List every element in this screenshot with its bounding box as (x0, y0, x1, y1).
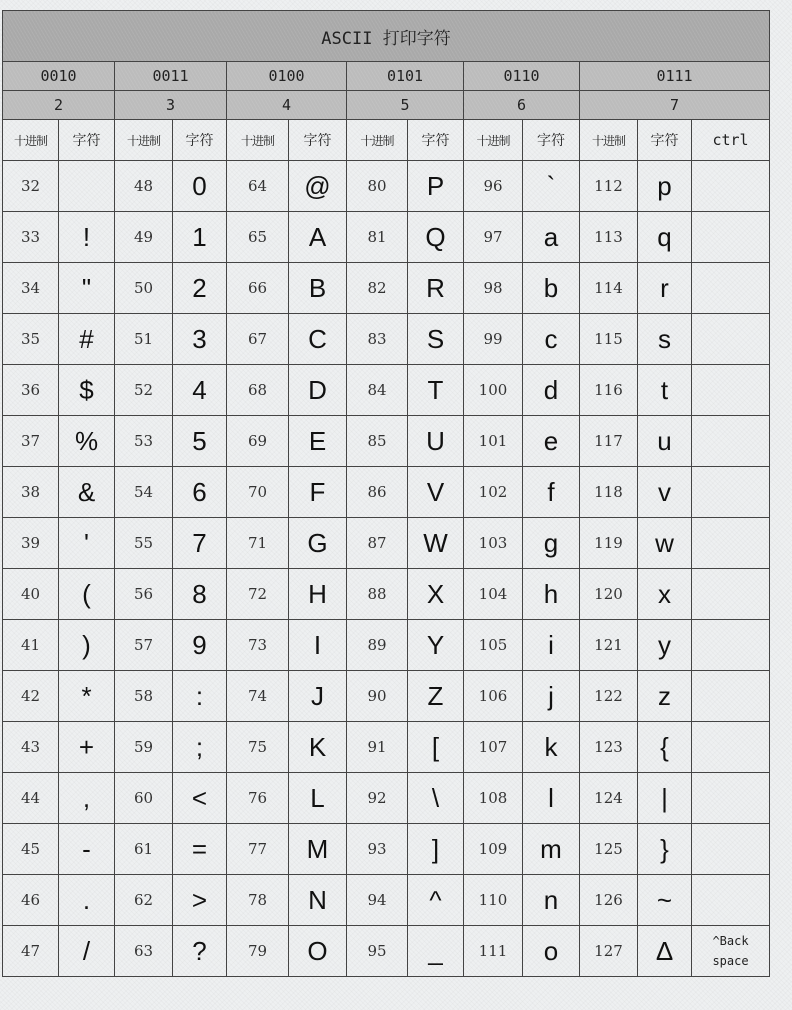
decimal-cell: 93 (347, 824, 408, 875)
decimal-cell: 45 (3, 824, 59, 875)
decimal-cell: 64 (227, 161, 289, 212)
char-cell: U (408, 416, 464, 467)
char-cell: , (59, 773, 115, 824)
ctrl-cell (692, 365, 770, 416)
char-cell: o (523, 926, 580, 977)
binary-header: 0111 (580, 62, 770, 91)
char-cell: ` (523, 161, 580, 212)
table-title: ASCII 打印字符 (3, 11, 770, 62)
char-column-header: 字符 (638, 120, 692, 161)
decimal-cell: 74 (227, 671, 289, 722)
char-cell: % (59, 416, 115, 467)
decimal-cell: 70 (227, 467, 289, 518)
decimal-cell: 73 (227, 620, 289, 671)
char-cell: " (59, 263, 115, 314)
decimal-cell: 42 (3, 671, 59, 722)
char-cell: W (408, 518, 464, 569)
decimal-cell: 102 (464, 467, 523, 518)
table-row (3, 926, 770, 977)
char-cell: 0 (173, 161, 227, 212)
decimal-column-header: 十进制 (464, 120, 523, 161)
ctrl-text: space (712, 954, 749, 968)
decimal-cell: 78 (227, 875, 289, 926)
decimal-cell: 80 (347, 161, 408, 212)
decimal-cell: 39 (3, 518, 59, 569)
char-cell: G (289, 518, 347, 569)
decimal-cell: 123 (580, 722, 638, 773)
decimal-column-header: 十进制 (115, 120, 173, 161)
decimal-cell: 61 (115, 824, 173, 875)
decimal-cell: 60 (115, 773, 173, 824)
ctrl-column-header: ctrl (692, 120, 770, 161)
char-cell: I (289, 620, 347, 671)
ascii-printable-table (2, 10, 770, 977)
char-cell: 3 (173, 314, 227, 365)
char-cell: Z (408, 671, 464, 722)
table-row (3, 212, 770, 263)
char-cell: 6 (173, 467, 227, 518)
ctrl-cell (692, 671, 770, 722)
decimal-cell: 124 (580, 773, 638, 824)
char-cell: c (523, 314, 580, 365)
char-cell: n (523, 875, 580, 926)
char-cell: x (638, 569, 692, 620)
table-row (3, 161, 770, 212)
decimal-cell: 77 (227, 824, 289, 875)
decimal-cell: 62 (115, 875, 173, 926)
char-cell: Δ (638, 926, 692, 977)
decimal-cell: 68 (227, 365, 289, 416)
table-row (3, 263, 770, 314)
decimal-cell: 107 (464, 722, 523, 773)
char-cell: F (289, 467, 347, 518)
char-cell: { (638, 722, 692, 773)
decimal-cell: 46 (3, 875, 59, 926)
decimal-cell: 63 (115, 926, 173, 977)
char-cell: ) (59, 620, 115, 671)
char-cell: ; (173, 722, 227, 773)
char-cell: 4 (173, 365, 227, 416)
decimal-cell: 95 (347, 926, 408, 977)
decimal-cell: 116 (580, 365, 638, 416)
table-row (3, 722, 770, 773)
decimal-cell: 69 (227, 416, 289, 467)
char-cell: t (638, 365, 692, 416)
decimal-cell: 66 (227, 263, 289, 314)
decimal-cell: 55 (115, 518, 173, 569)
char-cell: m (523, 824, 580, 875)
char-cell: 2 (173, 263, 227, 314)
decimal-cell: 58 (115, 671, 173, 722)
decimal-cell: 86 (347, 467, 408, 518)
ctrl-text: ^Back (712, 934, 749, 948)
table-row (3, 467, 770, 518)
char-cell: ] (408, 824, 464, 875)
table-row (3, 773, 770, 824)
ctrl-cell (692, 518, 770, 569)
char-cell: 5 (173, 416, 227, 467)
decimal-cell: 75 (227, 722, 289, 773)
char-column-header: 字符 (523, 120, 580, 161)
ctrl-cell (692, 161, 770, 212)
char-cell: s (638, 314, 692, 365)
hex-header: 4 (227, 91, 347, 120)
decimal-cell: 112 (580, 161, 638, 212)
char-cell: ! (59, 212, 115, 263)
ctrl-cell (692, 467, 770, 518)
decimal-cell: 119 (580, 518, 638, 569)
decimal-cell: 53 (115, 416, 173, 467)
decimal-cell: 117 (580, 416, 638, 467)
decimal-cell: 89 (347, 620, 408, 671)
decimal-cell: 54 (115, 467, 173, 518)
char-cell: a (523, 212, 580, 263)
hex-header: 6 (464, 91, 580, 120)
char-cell: g (523, 518, 580, 569)
decimal-column-header: 十进制 (580, 120, 638, 161)
decimal-cell: 32 (3, 161, 59, 212)
char-cell: X (408, 569, 464, 620)
char-cell: q (638, 212, 692, 263)
ctrl-cell (692, 824, 770, 875)
decimal-cell: 118 (580, 467, 638, 518)
char-cell: y (638, 620, 692, 671)
char-column-header: 字符 (408, 120, 464, 161)
decimal-cell: 50 (115, 263, 173, 314)
ctrl-cell (692, 263, 770, 314)
char-cell: L (289, 773, 347, 824)
decimal-cell: 44 (3, 773, 59, 824)
char-column-header: 字符 (289, 120, 347, 161)
ctrl-cell (692, 926, 770, 977)
binary-header: 0011 (115, 62, 227, 91)
char-cell: B (289, 263, 347, 314)
char-cell: C (289, 314, 347, 365)
decimal-column-header: 十进制 (3, 120, 59, 161)
char-cell: M (289, 824, 347, 875)
decimal-cell: 110 (464, 875, 523, 926)
hex-header: 7 (580, 91, 770, 120)
ctrl-cell (692, 416, 770, 467)
decimal-cell: 92 (347, 773, 408, 824)
binary-header: 0101 (347, 62, 464, 91)
char-cell: Y (408, 620, 464, 671)
ctrl-cell (692, 620, 770, 671)
decimal-cell: 72 (227, 569, 289, 620)
char-cell: r (638, 263, 692, 314)
decimal-cell: 104 (464, 569, 523, 620)
decimal-cell: 43 (3, 722, 59, 773)
decimal-cell: 33 (3, 212, 59, 263)
decimal-cell: 114 (580, 263, 638, 314)
table-row (3, 518, 770, 569)
decimal-cell: 97 (464, 212, 523, 263)
char-column-header: 字符 (173, 120, 227, 161)
decimal-cell: 87 (347, 518, 408, 569)
char-cell: v (638, 467, 692, 518)
char-cell: < (173, 773, 227, 824)
char-cell: ? (173, 926, 227, 977)
char-cell: j (523, 671, 580, 722)
decimal-cell: 127 (580, 926, 638, 977)
char-cell: . (59, 875, 115, 926)
decimal-cell: 67 (227, 314, 289, 365)
decimal-cell: 91 (347, 722, 408, 773)
char-cell: f (523, 467, 580, 518)
decimal-cell: 111 (464, 926, 523, 977)
char-cell: : (173, 671, 227, 722)
char-cell: ( (59, 569, 115, 620)
decimal-cell: 120 (580, 569, 638, 620)
decimal-cell: 52 (115, 365, 173, 416)
char-cell: > (173, 875, 227, 926)
char-cell: K (289, 722, 347, 773)
char-cell: 8 (173, 569, 227, 620)
char-cell: ~ (638, 875, 692, 926)
char-cell: h (523, 569, 580, 620)
decimal-cell: 56 (115, 569, 173, 620)
decimal-cell: 49 (115, 212, 173, 263)
char-cell: ' (59, 518, 115, 569)
decimal-cell: 65 (227, 212, 289, 263)
char-cell: _ (408, 926, 464, 977)
decimal-cell: 51 (115, 314, 173, 365)
ctrl-cell (692, 722, 770, 773)
decimal-cell: 90 (347, 671, 408, 722)
char-cell: + (59, 722, 115, 773)
ctrl-cell (692, 569, 770, 620)
decimal-cell: 121 (580, 620, 638, 671)
ctrl-cell (692, 314, 770, 365)
decimal-cell: 37 (3, 416, 59, 467)
char-cell: @ (289, 161, 347, 212)
decimal-cell: 41 (3, 620, 59, 671)
decimal-cell: 85 (347, 416, 408, 467)
decimal-cell: 35 (3, 314, 59, 365)
hex-header: 3 (115, 91, 227, 120)
decimal-cell: 126 (580, 875, 638, 926)
decimal-column-header: 十进制 (347, 120, 408, 161)
char-cell: & (59, 467, 115, 518)
table-row (3, 671, 770, 722)
decimal-column-header: 十进制 (227, 120, 289, 161)
decimal-cell: 79 (227, 926, 289, 977)
decimal-cell: 36 (3, 365, 59, 416)
decimal-cell: 96 (464, 161, 523, 212)
decimal-cell: 108 (464, 773, 523, 824)
hex-header: 2 (3, 91, 115, 120)
table-row (3, 365, 770, 416)
decimal-cell: 125 (580, 824, 638, 875)
table-row (3, 875, 770, 926)
table-row (3, 620, 770, 671)
char-cell: 9 (173, 620, 227, 671)
char-cell: l (523, 773, 580, 824)
char-cell: H (289, 569, 347, 620)
char-cell: J (289, 671, 347, 722)
char-cell: i (523, 620, 580, 671)
char-cell: 7 (173, 518, 227, 569)
char-cell: S (408, 314, 464, 365)
decimal-cell: 100 (464, 365, 523, 416)
decimal-cell: 103 (464, 518, 523, 569)
decimal-cell: 81 (347, 212, 408, 263)
decimal-cell: 105 (464, 620, 523, 671)
ctrl-cell (692, 875, 770, 926)
ascii-table-container (2, 10, 770, 977)
char-cell: w (638, 518, 692, 569)
decimal-cell: 76 (227, 773, 289, 824)
table-row (3, 824, 770, 875)
decimal-cell: 88 (347, 569, 408, 620)
char-cell: - (59, 824, 115, 875)
char-cell: } (638, 824, 692, 875)
decimal-cell: 94 (347, 875, 408, 926)
table-row (3, 314, 770, 365)
decimal-cell: 99 (464, 314, 523, 365)
table-row (3, 569, 770, 620)
char-cell: d (523, 365, 580, 416)
char-cell: 1 (173, 212, 227, 263)
char-cell: e (523, 416, 580, 467)
binary-header: 0010 (3, 62, 115, 91)
decimal-cell: 47 (3, 926, 59, 977)
char-cell: / (59, 926, 115, 977)
decimal-cell: 98 (464, 263, 523, 314)
char-cell: T (408, 365, 464, 416)
decimal-cell: 59 (115, 722, 173, 773)
char-cell: k (523, 722, 580, 773)
decimal-cell: 71 (227, 518, 289, 569)
char-cell: b (523, 263, 580, 314)
binary-header: 0110 (464, 62, 580, 91)
char-cell: $ (59, 365, 115, 416)
char-cell: Q (408, 212, 464, 263)
decimal-cell: 34 (3, 263, 59, 314)
char-cell: V (408, 467, 464, 518)
ctrl-cell (692, 773, 770, 824)
decimal-cell: 84 (347, 365, 408, 416)
char-cell: P (408, 161, 464, 212)
decimal-cell: 48 (115, 161, 173, 212)
decimal-cell: 82 (347, 263, 408, 314)
decimal-cell: 57 (115, 620, 173, 671)
decimal-cell: 109 (464, 824, 523, 875)
char-cell: ^ (408, 875, 464, 926)
binary-header: 0100 (227, 62, 347, 91)
char-column-header: 字符 (59, 120, 115, 161)
decimal-cell: 122 (580, 671, 638, 722)
char-cell: * (59, 671, 115, 722)
char-cell: = (173, 824, 227, 875)
char-cell (59, 161, 115, 212)
decimal-cell: 83 (347, 314, 408, 365)
decimal-cell: 106 (464, 671, 523, 722)
char-cell: u (638, 416, 692, 467)
decimal-cell: 115 (580, 314, 638, 365)
table-row (3, 416, 770, 467)
char-cell: D (289, 365, 347, 416)
decimal-cell: 38 (3, 467, 59, 518)
char-cell: # (59, 314, 115, 365)
decimal-cell: 113 (580, 212, 638, 263)
char-cell: R (408, 263, 464, 314)
hex-header: 5 (347, 91, 464, 120)
char-cell: \ (408, 773, 464, 824)
ctrl-cell (692, 212, 770, 263)
char-cell: | (638, 773, 692, 824)
decimal-cell: 40 (3, 569, 59, 620)
char-cell: [ (408, 722, 464, 773)
char-cell: A (289, 212, 347, 263)
char-cell: z (638, 671, 692, 722)
char-cell: p (638, 161, 692, 212)
char-cell: O (289, 926, 347, 977)
char-cell: N (289, 875, 347, 926)
decimal-cell: 101 (464, 416, 523, 467)
char-cell: E (289, 416, 347, 467)
